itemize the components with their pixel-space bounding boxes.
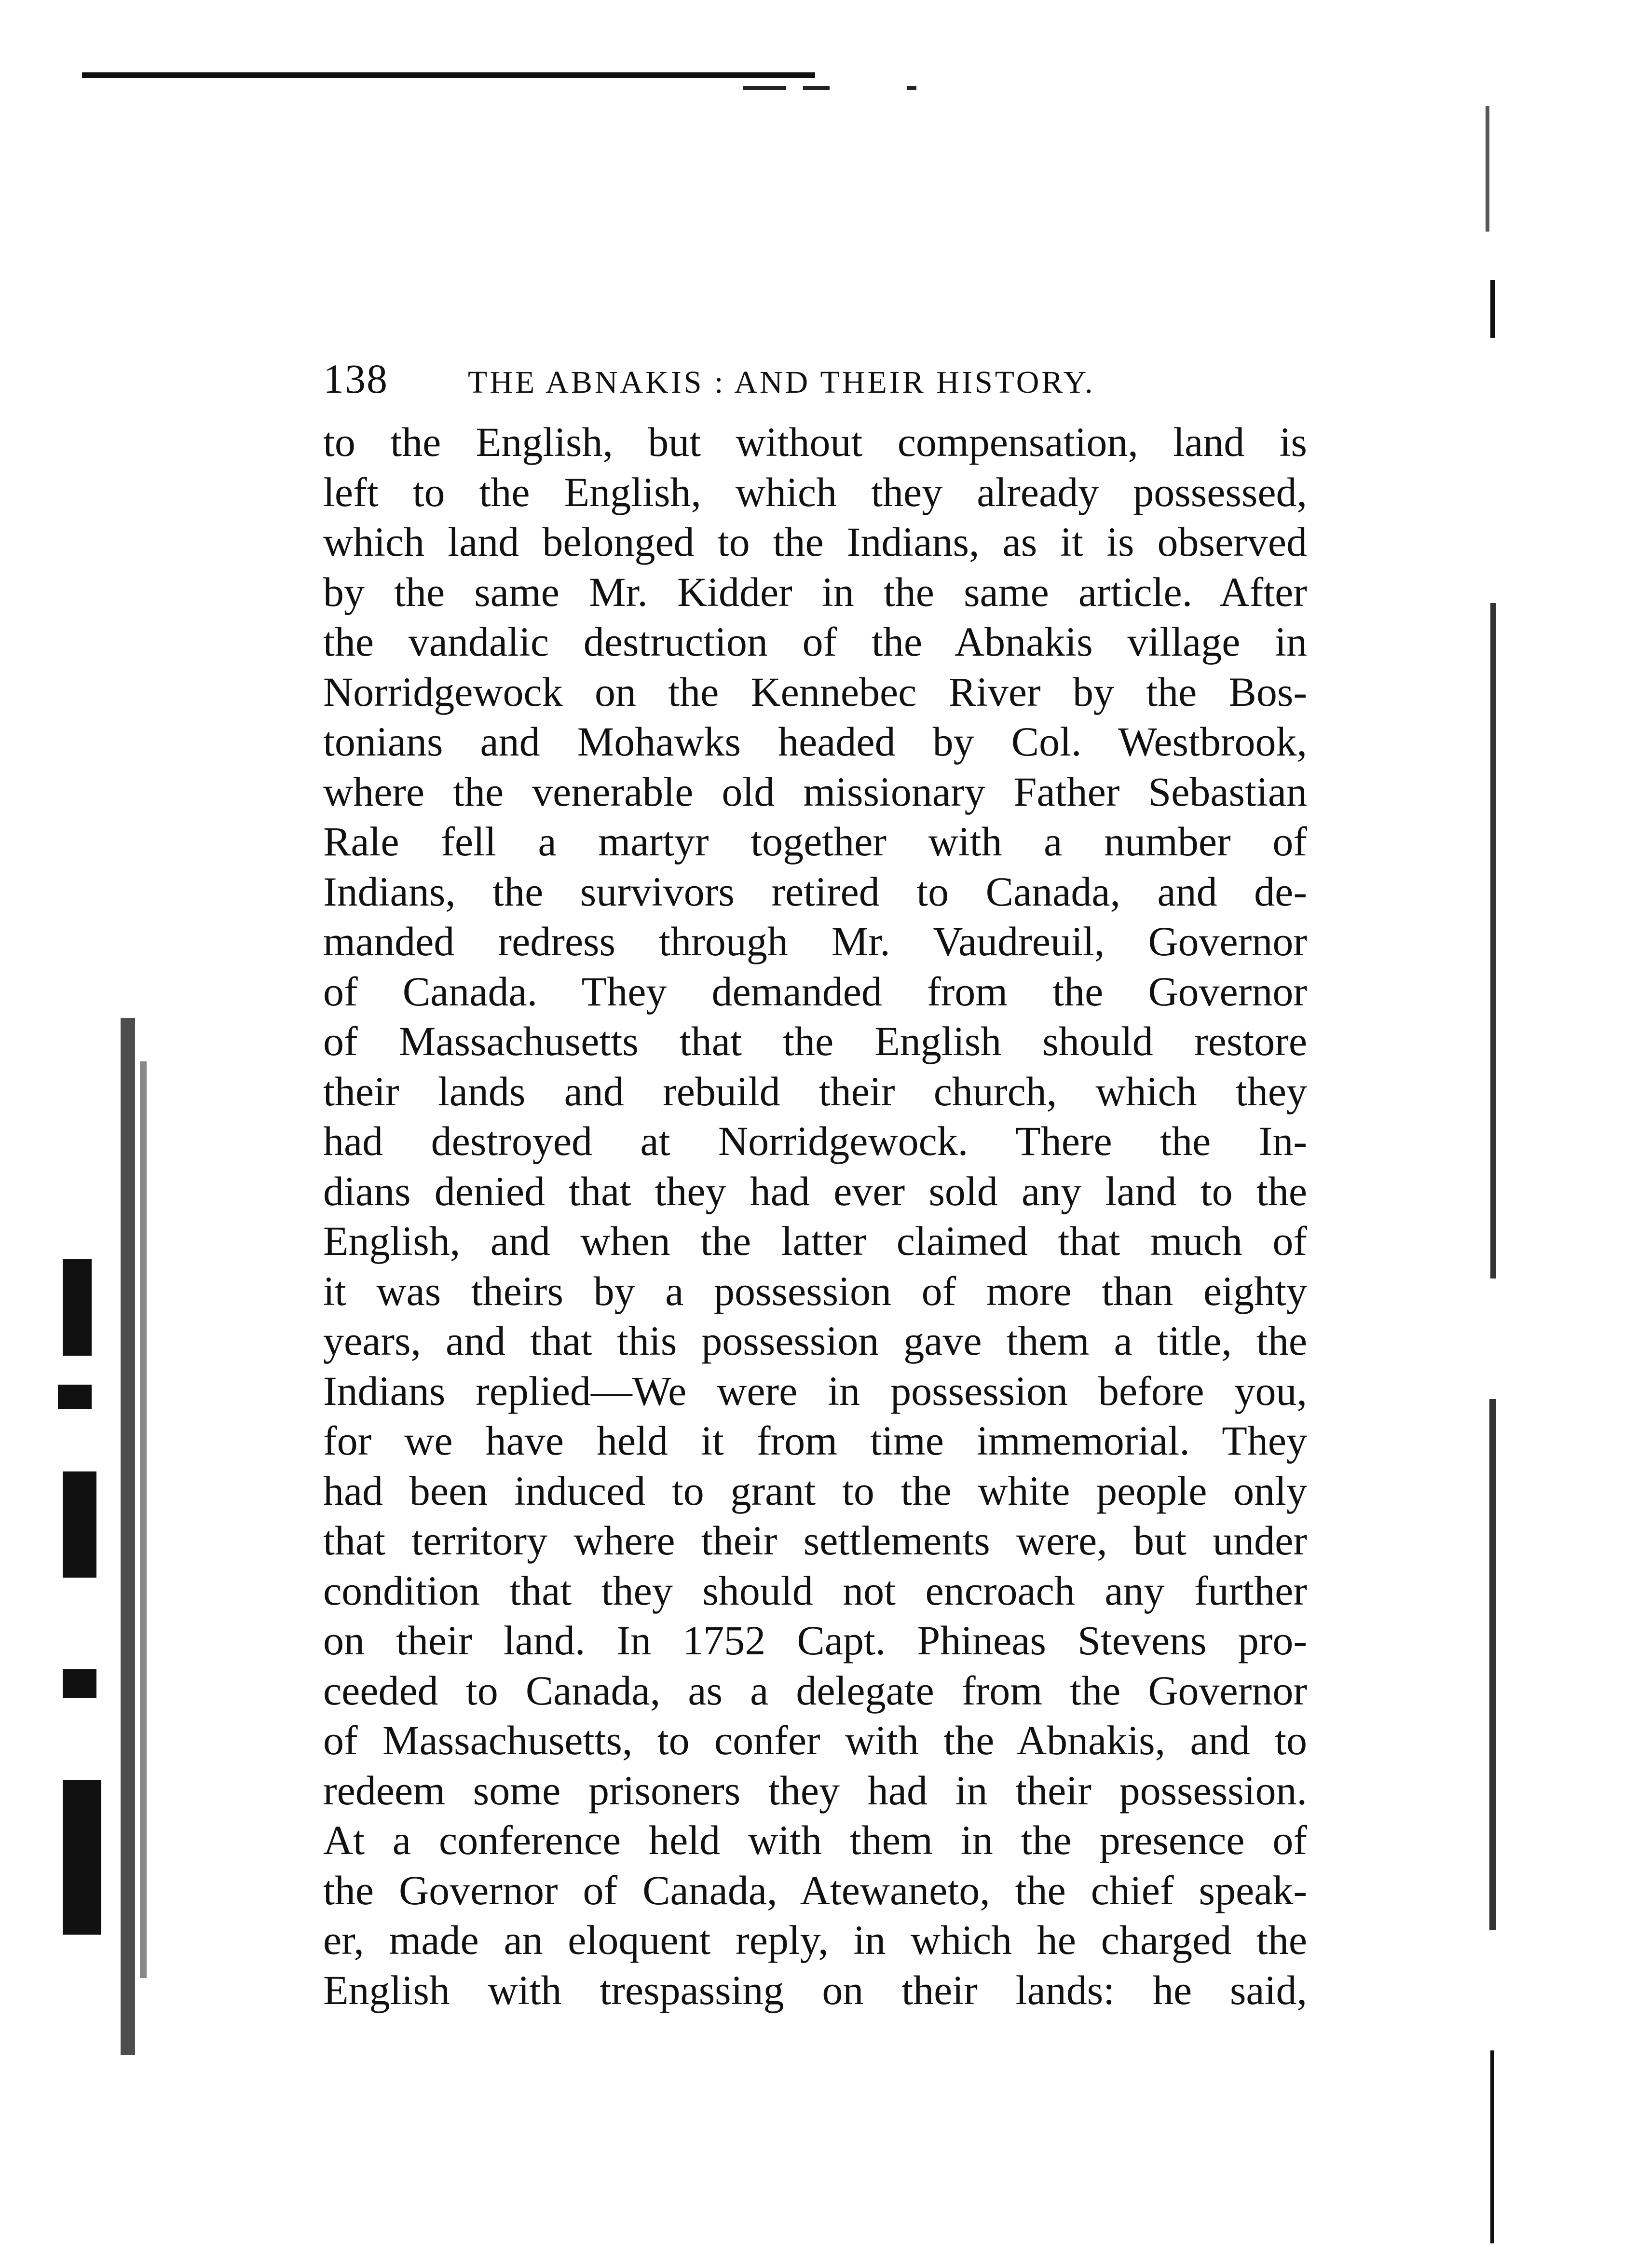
text-line: the Governor of Canada, Atewaneto, the chief speak-	[323, 1867, 1307, 1913]
text-line: At a conference held with them in the presence of	[323, 1817, 1307, 1863]
text-line: dians denied that they had ever sold any land to the	[323, 1168, 1307, 1214]
text-line: English with trespassing on their lands: he said,	[323, 1966, 1307, 2013]
page-number: 138	[323, 356, 388, 402]
text-line: er, made an eloquent reply, in which he charged the	[323, 1917, 1307, 1963]
text-line: for we have held it from time immemorial. They	[323, 1417, 1307, 1464]
scan-edge-line	[82, 72, 815, 78]
text-line: on their land. In 1752 Capt. Phineas Stevens pro-	[323, 1617, 1307, 1663]
scan-gutter-right	[1476, 96, 1514, 2171]
text-line: had destroyed at Norridgewock. There the In-	[323, 1118, 1307, 1164]
scan-edge-dash	[907, 86, 916, 90]
text-line: of Massachusetts that the English should restore	[323, 1018, 1307, 1064]
text-line: Rale fell a martyr together with a number of	[323, 818, 1307, 865]
running-title: THE ABNAKIS : AND THEIR HISTORY.	[468, 365, 1095, 400]
scan-edge-dash	[803, 86, 830, 90]
text-line: of Massachusetts, to confer with the Abnakis, and to	[323, 1717, 1307, 1763]
text-line: had been induced to grant to the white people only	[323, 1467, 1307, 1514]
text-line: that territory where their settlements were, but under	[323, 1517, 1307, 1564]
text-line: where the venerable old missionary Father Sebastian	[323, 768, 1307, 815]
text-line: tonians and Mohawks headed by Col. Westbrook,	[323, 718, 1307, 765]
text-line: years, and that this possession gave them a title, the	[323, 1318, 1307, 1364]
text-line: of Canada. They demanded from the Governor	[323, 968, 1307, 1015]
text-line: Norridgewock on the Kennebec River by the Bos-	[323, 668, 1307, 715]
text-line: Indians replied—We were in possession before you,	[323, 1367, 1307, 1414]
text-line: English, and when the latter claimed that much of	[323, 1218, 1307, 1264]
text-line: redeem some prisoners they had in their possession.	[323, 1767, 1307, 1814]
body-text	[323, 417, 1307, 2015]
book-page	[323, 355, 1307, 2015]
text-line: left to the English, which they already possessed,	[323, 468, 1307, 515]
text-line: Indians, the survivors retired to Canada, and de-	[323, 868, 1307, 915]
text-line: it was theirs by a possession of more than eighty	[323, 1267, 1307, 1314]
text-line: manded redress through Mr. Vaudreuil, Governor	[323, 918, 1307, 964]
text-line: which land belonged to the Indians, as it is observed	[323, 519, 1307, 565]
text-line: ceeded to Canada, as a delegate from the Governor	[323, 1667, 1307, 1714]
running-head	[323, 355, 1307, 417]
text-line: condition that they should not encroach any further	[323, 1567, 1307, 1614]
scan-gutter-left	[43, 989, 159, 2075]
text-line: to the English, but without compensation, land is	[323, 419, 1307, 465]
text-line: their lands and rebuild their church, which they	[323, 1068, 1307, 1114]
text-line: the vandalic destruction of the Abnakis village in	[323, 619, 1307, 665]
text-line: by the same Mr. Kidder in the same article. After	[323, 568, 1307, 615]
scan-edge-dash	[743, 86, 786, 90]
